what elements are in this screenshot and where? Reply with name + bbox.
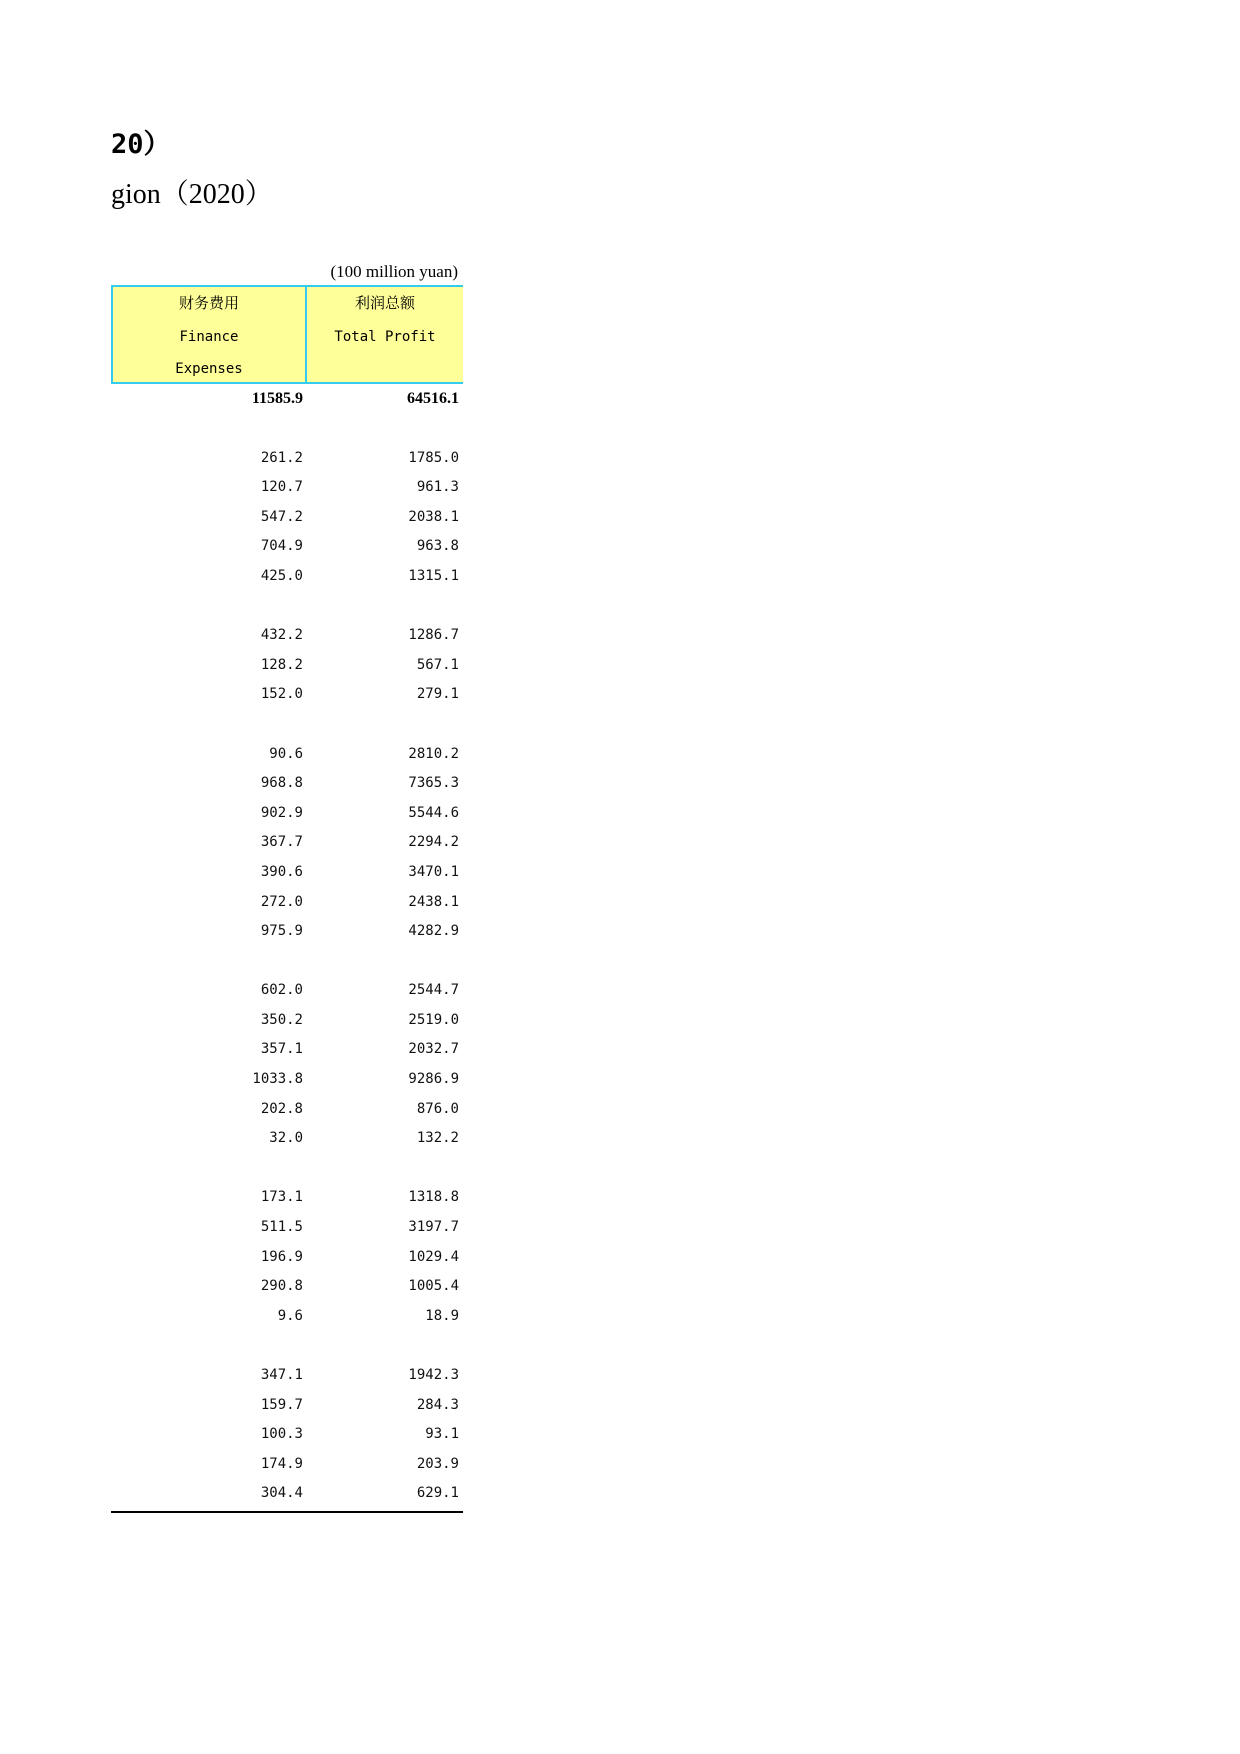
cell-total-profit: 9286.9 [408,1071,459,1088]
table-row [111,1124,463,1154]
table-body [111,414,463,1509]
cell-finance-expenses: 511.5 [260,1219,303,1236]
cell-finance-expenses [111,414,303,444]
cell-finance-expenses: 704.9 [260,538,303,555]
table-header [111,285,463,384]
cell-total-profit: 876.0 [416,1100,459,1117]
cell-total-profit: 567.1 [416,656,459,673]
cell-finance-expenses: 304.4 [260,1485,303,1502]
total-row [111,384,463,414]
cell-finance-expenses: 390.6 [260,863,303,880]
cell-total-profit: 5544.6 [408,804,459,821]
table-row [111,888,463,918]
header-label-zh: 利润总额 [354,294,415,312]
cell-total-profit: 2519.0 [408,1011,459,1028]
cell-finance-expenses: 975.9 [260,923,303,940]
table-row [111,651,463,681]
header-label-en: Expenses [175,361,243,377]
table-row [111,1450,463,1480]
cell-finance-expenses: 290.8 [260,1278,303,1295]
cell-finance-expenses: 196.9 [260,1248,303,1265]
table-row [111,680,463,710]
cell-finance-expenses: 32.0 [269,1130,303,1147]
table-row [111,1331,463,1361]
unit-note: (100 million yuan) [330,262,458,281]
cell-total-profit: 963.8 [416,538,459,555]
table-row [111,1035,463,1065]
cell-total-profit [305,947,459,977]
cell-total-profit: 18.9 [425,1307,459,1324]
cell-finance-expenses: 173.1 [260,1189,303,1206]
cell-total-profit: 961.3 [416,479,459,496]
table-row [111,828,463,858]
cell-total-profit: 7365.3 [408,775,459,792]
bottom-rule [111,1511,463,1513]
cell-total-profit: 284.3 [416,1396,459,1413]
cell-finance-expenses [111,592,303,622]
cell-finance-expenses: 100.3 [260,1426,303,1443]
table-row [111,592,463,622]
page-title-line-2: gion（2020） [111,179,273,210]
table-row [111,562,463,592]
header-finance-expenses [113,287,307,382]
table-row [111,917,463,947]
cell-finance-expenses [111,947,303,977]
cell-finance-expenses [111,710,303,740]
cell-total-profit: 1315.1 [408,567,459,584]
cell-total-profit: 3470.1 [408,863,459,880]
cell-total-profit [305,1331,459,1361]
cell-total-profit: 629.1 [416,1485,459,1502]
cell-finance-expenses: 547.2 [260,508,303,525]
cell-total-profit: 279.1 [416,686,459,703]
cell-total-profit: 1029.4 [408,1248,459,1265]
cell-total-profit [305,1154,459,1184]
cell-finance-expenses: 1033.8 [252,1071,303,1088]
table-row [111,769,463,799]
table-row [111,1154,463,1184]
table-row [111,1391,463,1421]
cell-finance-expenses: 120.7 [260,479,303,496]
cell-total-profit [305,710,459,740]
table-row [111,444,463,474]
cell-finance-expenses: 357.1 [260,1041,303,1058]
cell-total-profit: 3197.7 [408,1219,459,1236]
header-label-zh: 财务费用 [178,294,239,312]
cell-total-profit: 1942.3 [408,1367,459,1383]
cell-total-profit: 2438.1 [408,893,459,910]
cell-finance-expenses [111,1331,303,1361]
cell-finance-expenses: 272.0 [260,893,303,910]
cell-finance-expenses: 174.9 [260,1455,303,1472]
header-label-en: Finance [179,329,239,345]
table-row [111,1213,463,1243]
table-row [111,621,463,651]
cell-finance-expenses: 202.8 [260,1100,303,1117]
cell-finance-expenses: 152.0 [260,686,303,703]
cell-total-profit: 2032.7 [408,1041,459,1058]
table-row [111,1420,463,1450]
cell-finance-expenses: 9.6 [277,1307,303,1324]
cell-total-profit [305,414,459,444]
cell-finance-expenses: 159.7 [260,1396,303,1413]
cell-finance-expenses: 425.0 [260,567,303,584]
cell-total-profit [305,592,459,622]
total-profit: 64516.1 [407,390,459,407]
table-row [111,1272,463,1302]
table-row [111,1361,463,1391]
cell-total-profit: 93.1 [425,1426,459,1443]
cell-total-profit: 203.9 [416,1455,459,1472]
cell-total-profit: 2294.2 [408,834,459,851]
table-row [111,1065,463,1095]
cell-finance-expenses: 261.2 [260,449,303,466]
cell-total-profit: 1005.4 [408,1278,459,1295]
cell-total-profit: 1318.8 [408,1189,459,1206]
table-row [111,858,463,888]
cell-finance-expenses [111,1154,303,1184]
cell-finance-expenses: 602.0 [260,982,303,999]
table-row [111,1095,463,1125]
cell-finance-expenses: 350.2 [260,1011,303,1028]
data-table [111,285,463,1509]
cell-total-profit: 1286.7 [408,627,459,644]
header-label-en: Total Profit [334,329,436,345]
cell-finance-expenses: 128.2 [260,656,303,673]
table-row [111,414,463,444]
table-row [111,1006,463,1036]
cell-finance-expenses: 968.8 [260,775,303,792]
cell-finance-expenses: 347.1 [260,1367,303,1383]
header-total-profit [307,287,463,382]
table-row [111,799,463,829]
table-row [111,503,463,533]
cell-finance-expenses: 902.9 [260,804,303,821]
cell-total-profit: 2544.7 [408,982,459,999]
cell-total-profit: 1785.0 [408,449,459,466]
table-row [111,976,463,1006]
table-row [111,1183,463,1213]
table-row [111,473,463,503]
cell-finance-expenses: 367.7 [260,834,303,851]
cell-total-profit: 2038.1 [408,508,459,525]
total-finance-expenses: 11585.9 [251,390,303,407]
cell-total-profit: 132.2 [416,1130,459,1147]
cell-finance-expenses: 90.6 [269,745,303,762]
table-row [111,1302,463,1332]
table-row [111,532,463,562]
table-row [111,710,463,740]
table-row [111,1243,463,1273]
table-row [111,1479,463,1509]
table-row [111,740,463,770]
cell-finance-expenses: 432.2 [260,627,303,644]
cell-total-profit: 4282.9 [408,923,459,940]
cell-total-profit: 2810.2 [408,745,459,762]
table-row [111,947,463,977]
page-title-line-1: 20） [111,129,171,160]
